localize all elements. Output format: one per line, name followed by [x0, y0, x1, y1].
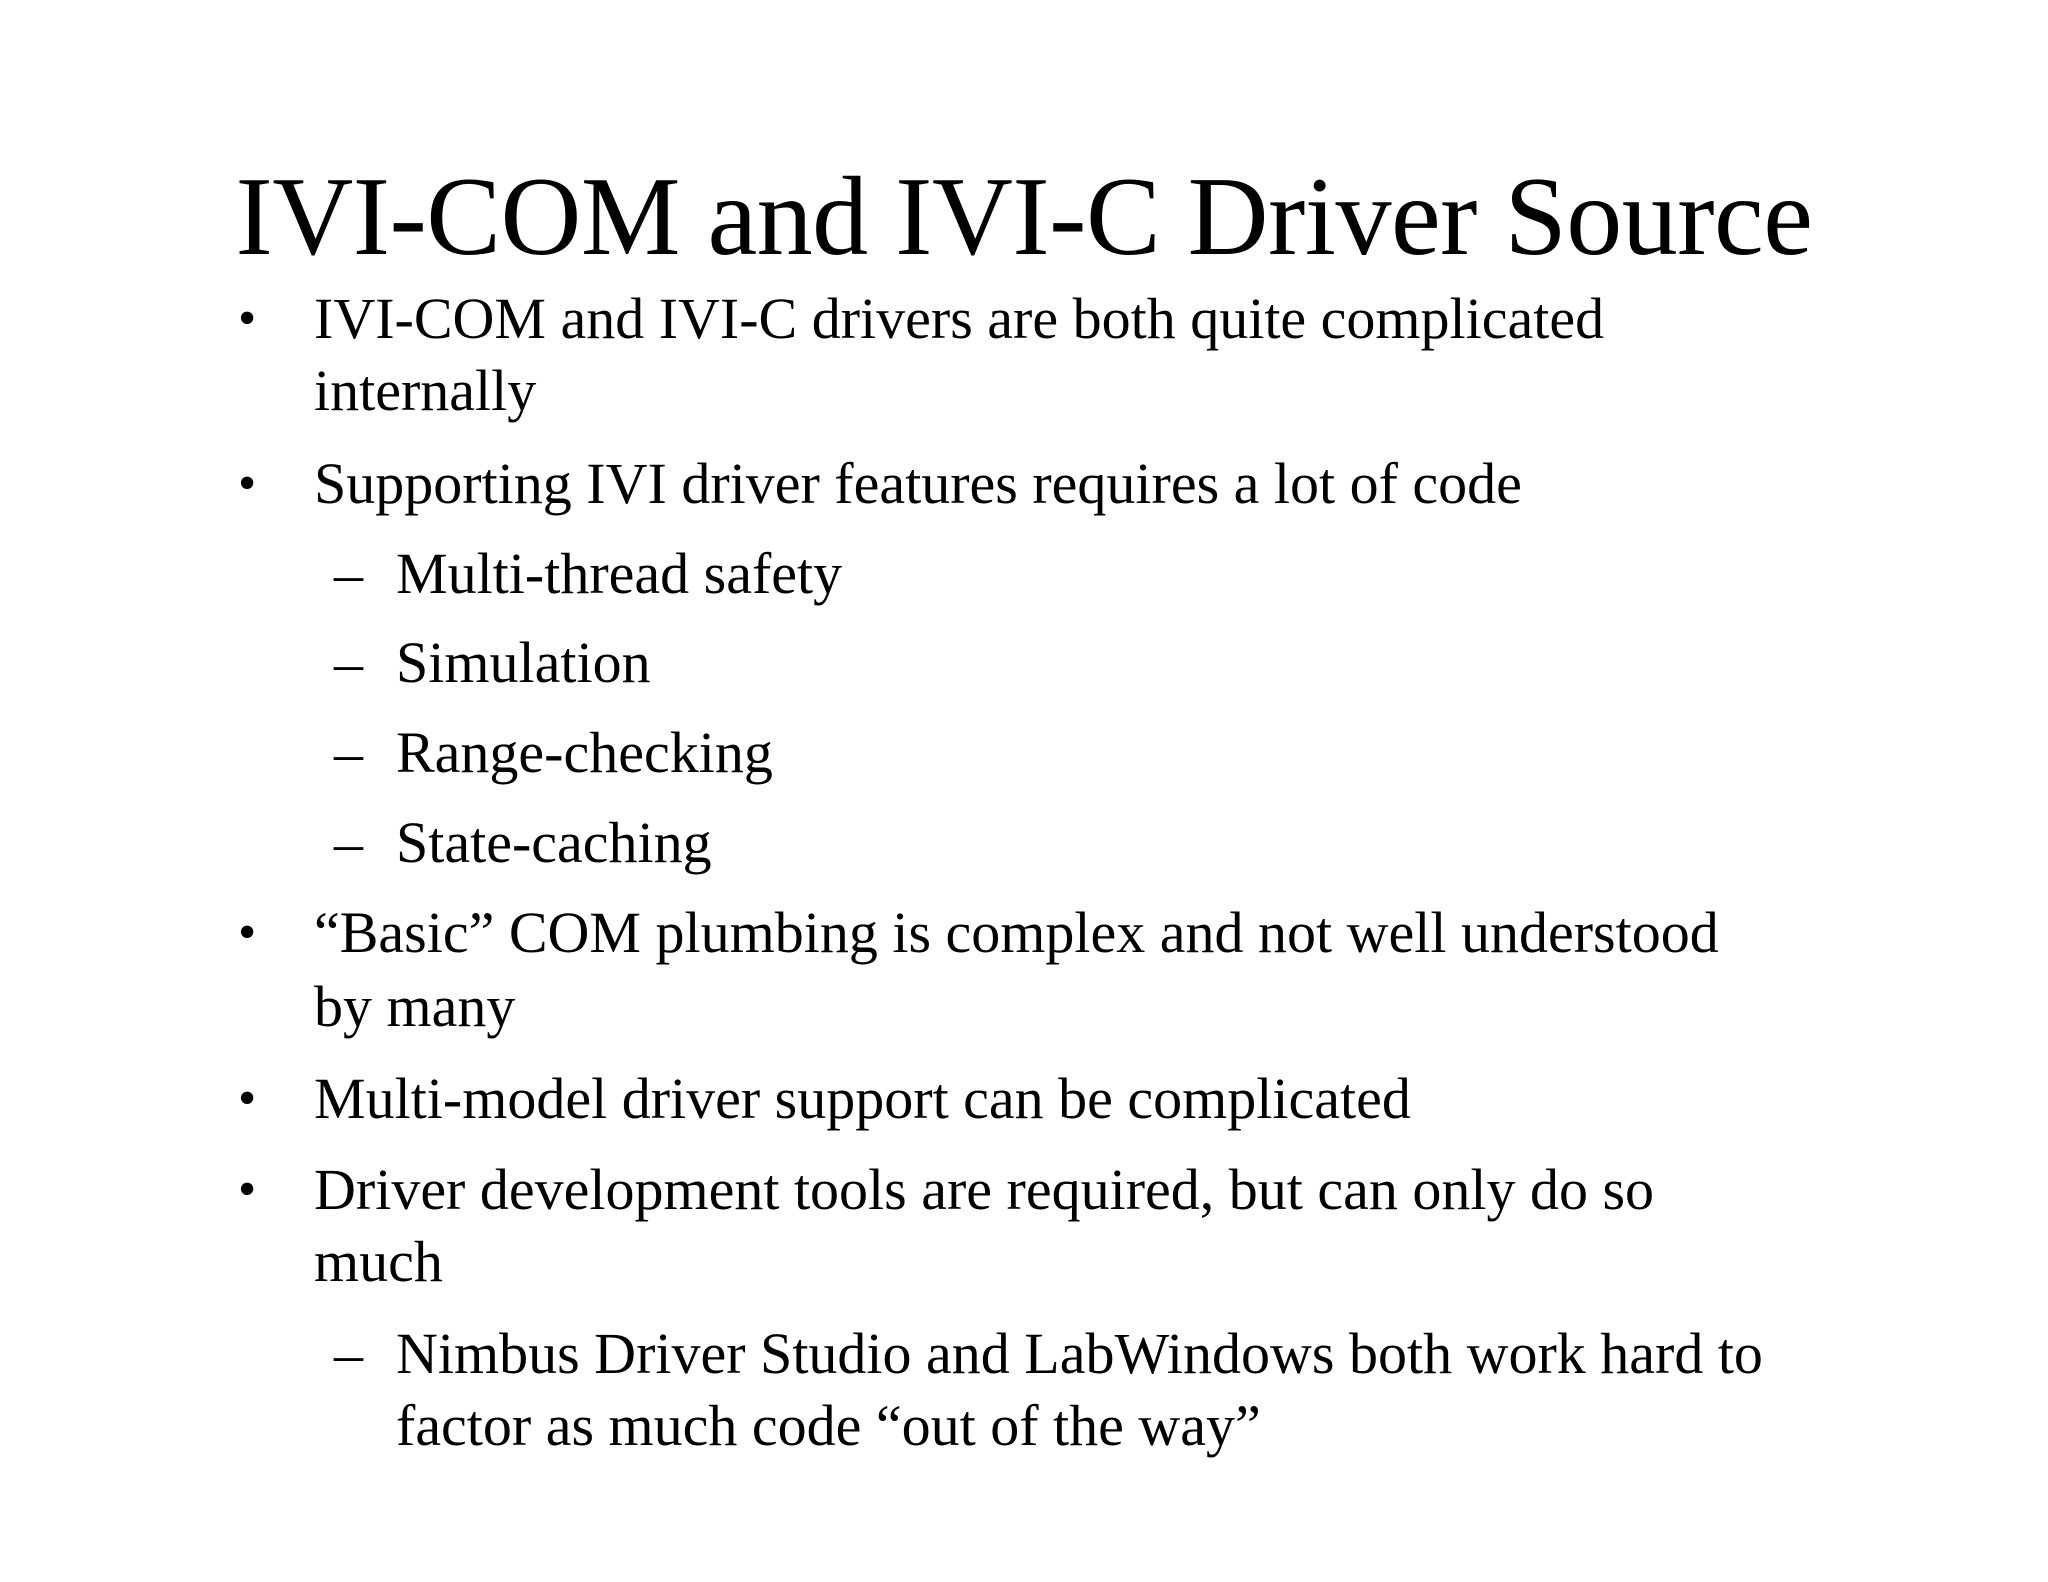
- dash-marker: –: [334, 720, 363, 785]
- subitem-state-caching: State-caching: [396, 810, 712, 875]
- slide-title: IVI-COM and IVI-C Driver Source: [235, 155, 1813, 279]
- bullet-4-line-1: Multi-model driver support can be complicated: [314, 1066, 1411, 1131]
- subitem-range-checking: Range-checking: [396, 720, 773, 785]
- bullet-1-line-2: internally: [314, 358, 537, 423]
- bullet-3-line-1: “Basic” COM plumbing is complex and not well understood: [314, 900, 1719, 965]
- subitem-multi-thread: Multi-thread safety: [396, 541, 843, 606]
- dash-marker: –: [334, 1321, 363, 1386]
- bullet-marker: •: [238, 455, 257, 512]
- dash-marker: –: [334, 541, 363, 606]
- bullet-1-line-1: IVI-COM and IVI-C drivers are both quite complicated: [314, 286, 1605, 351]
- dash-marker: –: [334, 810, 363, 875]
- dash-marker: –: [334, 630, 363, 695]
- subitem-simulation: Simulation: [396, 630, 651, 695]
- bullet-5-line-2: much: [314, 1229, 443, 1294]
- subitem-nimbus-line-2: factor as much code “out of the way”: [396, 1393, 1261, 1458]
- bullet-5-line-1: Driver development tools are required, but can only do so: [314, 1157, 1655, 1222]
- bullet-marker: •: [238, 904, 257, 961]
- subitem-nimbus-line-1: Nimbus Driver Studio and LabWindows both work hard to: [396, 1321, 1763, 1386]
- bullet-3-line-2: by many: [314, 974, 516, 1039]
- bullet-marker: •: [238, 1070, 257, 1127]
- bullet-2-line-1: Supporting IVI driver features requires a lot of code: [314, 451, 1522, 516]
- bullet-marker: •: [238, 290, 257, 347]
- bullet-marker: •: [238, 1161, 257, 1218]
